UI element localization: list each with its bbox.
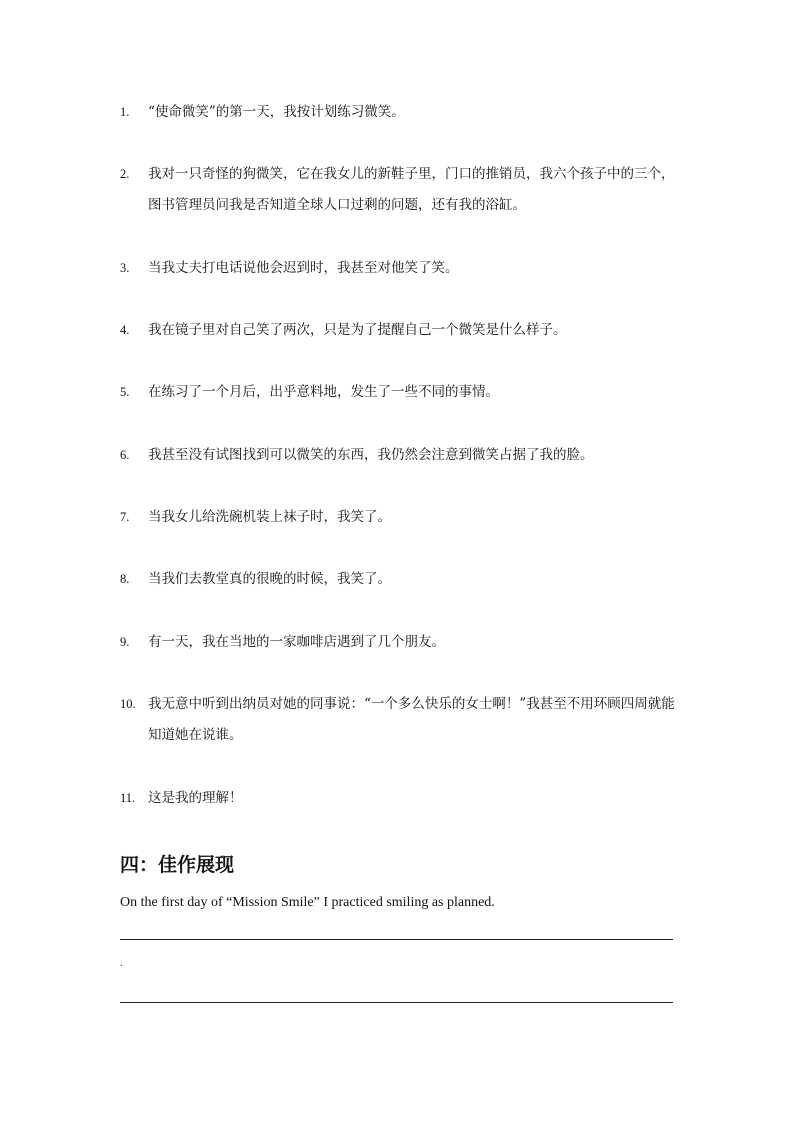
- list-item-text: 有一天，我在当地的一家咖啡店遇到了几个朋友。: [148, 634, 445, 650]
- writing-line: [120, 939, 673, 940]
- list-item-text: 当我女儿给洗碗机装上袜子时，我笑了。: [148, 509, 391, 525]
- list-item-text: 在练习了一个月后，出乎意料地，发生了一些不同的事情。: [148, 384, 499, 400]
- list-item-number: 9.: [120, 635, 130, 649]
- list-item-number: 6.: [120, 448, 130, 462]
- list-item-number: 7.: [120, 510, 130, 524]
- list-item: [120, 564, 680, 595]
- list-item-number: 5.: [120, 385, 130, 399]
- list-item: [120, 315, 680, 346]
- list-item-text: “使命微笑”的第一天，我按计划练习微笑。: [148, 104, 405, 120]
- writing-line: [120, 1002, 673, 1003]
- section-heading: 四：佳作展现: [120, 854, 235, 876]
- list-item-number: 11.: [120, 791, 136, 805]
- essay-first-line: On the first day of “Mission Smile” I practiced smiling as planned.: [120, 895, 495, 910]
- list-item-text: 当我丈夫打电话说他会迟到时，我甚至对他笑了笑。: [148, 260, 459, 276]
- list-item: [120, 627, 680, 658]
- list-item-text: 这是我的理解！: [148, 790, 243, 806]
- list-item-text: 我甚至没有试图找到可以微笑的东西，我仍然会注意到微笑占据了我的脸。: [148, 447, 594, 463]
- list-item-number: 8.: [120, 572, 130, 586]
- list-item: [120, 783, 680, 814]
- list-item-number: 3.: [120, 261, 130, 275]
- list-item: [120, 440, 680, 471]
- list-item-number: 2.: [120, 167, 130, 181]
- list-item: [120, 253, 680, 284]
- list-item: [120, 377, 680, 408]
- list-item: [120, 159, 680, 221]
- list-item-text: 我在镜子里对自己笑了两次，只是为了提醒自己一个微笑是什么样子。: [148, 322, 567, 338]
- list-item-number: 10.: [120, 697, 136, 711]
- blank-line-mark: .: [120, 958, 123, 969]
- list-item-number: 1.: [120, 105, 130, 119]
- list-item: [120, 502, 680, 533]
- list-item: [120, 97, 680, 128]
- list-item-text: 我无意中听到出纳员对她的同事说：“一个多么快乐的女士啊！”我甚至不用环顾四周就能知道她在说谁。: [148, 696, 675, 743]
- list-item-text: 我对一只奇怪的狗微笑，它在我女儿的新鞋子里，门口的推销员，我六个孩子中的三个，图书管理员问我是否知道全球人口过剩的问题，还有我的浴缸。: [148, 166, 675, 213]
- list-item-text: 当我们去教堂真的很晚的时候，我笑了。: [148, 571, 391, 587]
- list-item-number: 4.: [120, 323, 130, 337]
- list-item: [120, 689, 680, 751]
